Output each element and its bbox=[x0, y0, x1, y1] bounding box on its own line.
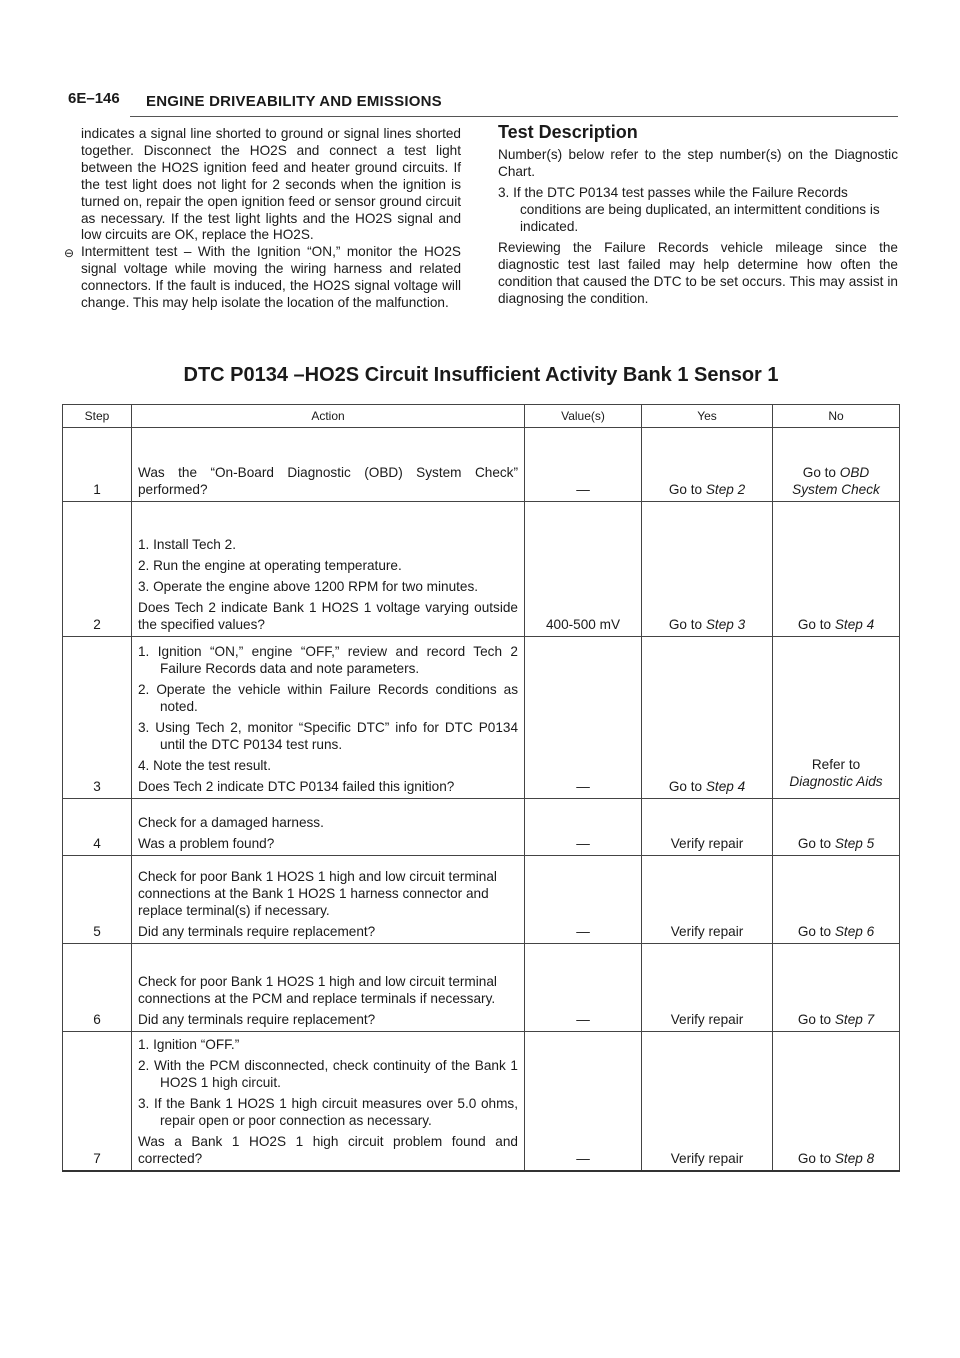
yes-link: Step 3 bbox=[705, 617, 746, 632]
action-cell bbox=[132, 502, 525, 637]
test-description-intro: Number(s) below refer to the step number(s) on the Diagnostic Chart. bbox=[498, 147, 898, 179]
no-link: Step 8 bbox=[834, 1151, 875, 1166]
table-row bbox=[63, 1032, 900, 1172]
table-body bbox=[63, 428, 900, 1172]
yes-link: Step 4 bbox=[705, 779, 746, 794]
step-number: 6 bbox=[63, 944, 132, 1032]
header-step: Step bbox=[63, 405, 132, 428]
action-cell bbox=[132, 799, 525, 856]
header-rule bbox=[130, 116, 898, 117]
yes-cell: Verify repair bbox=[642, 1032, 773, 1172]
step-number: 5 bbox=[63, 856, 132, 944]
action-step-item: 2. Operate the vehicle within Failure Records conditions as noted. bbox=[138, 682, 518, 714]
header-values: Value(s) bbox=[525, 405, 642, 428]
no-cell bbox=[773, 637, 900, 799]
action-question: Was a Bank 1 HO2S 1 high circuit problem found and corrected? bbox=[138, 1134, 518, 1166]
action-text: Check for a damaged harness. bbox=[138, 815, 324, 830]
action-step-item: 1. Ignition “ON,” engine “OFF,” review and record Tech 2 Failure Records data and note parameters. bbox=[138, 644, 518, 676]
no-link: Step 6 bbox=[834, 924, 875, 939]
yes-cell: Verify repair bbox=[642, 856, 773, 944]
action-question: Does Tech 2 indicate DTC P0134 failed this ignition? bbox=[138, 779, 455, 794]
action-step-item: 3. Operate the engine above 1200 RPM for two minutes. bbox=[138, 579, 479, 594]
header-yes: Yes bbox=[642, 405, 773, 428]
section-title: ENGINE DRIVEABILITY AND EMISSIONS bbox=[146, 93, 442, 110]
action-question: Did any terminals require replacement? bbox=[138, 1012, 376, 1027]
bullet-text: Intermittent test – With the Ignition “ON,” monitor the HO2S signal voltage while moving the wiring harness and related connectors. If the fault is induced, the HO2S signal voltage will change. This may help isolate the location of the malfunction. bbox=[81, 244, 461, 311]
right-column bbox=[498, 124, 898, 311]
action-question: Was a problem found? bbox=[138, 836, 275, 851]
action-cell bbox=[132, 1032, 525, 1172]
action-question: Did any terminals require replacement? bbox=[138, 924, 376, 939]
action-cell bbox=[132, 944, 525, 1032]
test-description-heading: Test Description bbox=[498, 122, 638, 142]
action-step-item: 2. With the PCM disconnected, check continuity of the Bank 1 HO2S 1 high circuit. bbox=[138, 1058, 518, 1090]
step-number: 4 bbox=[63, 799, 132, 856]
no-cell: Go to Step 4 bbox=[773, 502, 900, 637]
value-cell: — bbox=[525, 637, 642, 799]
action-cell bbox=[132, 637, 525, 799]
no-cell: Go to Step 7 bbox=[773, 944, 900, 1032]
value-cell: — bbox=[525, 944, 642, 1032]
value-cell: — bbox=[525, 1032, 642, 1172]
yes-cell: Verify repair bbox=[642, 944, 773, 1032]
action-cell bbox=[132, 856, 525, 944]
table-row bbox=[63, 799, 900, 856]
action-step-item: 1. Install Tech 2. bbox=[138, 537, 236, 552]
yes-cell: Go to Step 2 bbox=[642, 428, 773, 502]
action-step-item: 3. If the Bank 1 HO2S 1 high circuit measures over 5.0 ohms, repair open or poor connection as necessary. bbox=[138, 1096, 518, 1128]
value-cell: — bbox=[525, 856, 642, 944]
bullet-icon: ⊖ bbox=[64, 246, 75, 261]
table-row bbox=[63, 428, 900, 502]
yes-cell: Go to Step 3 bbox=[642, 502, 773, 637]
dtc-title: DTC P0134 –HO2S Circuit Insufficient Activity Bank 1 Sensor 1 bbox=[183, 364, 779, 386]
no-cell: Go to Step 5 bbox=[773, 799, 900, 856]
no-link: Step 7 bbox=[834, 1012, 875, 1027]
page-header bbox=[68, 90, 898, 114]
step-number: 3 bbox=[63, 637, 132, 799]
table-row bbox=[63, 502, 900, 637]
yes-link: Step 2 bbox=[705, 482, 746, 497]
bullet-item bbox=[64, 244, 461, 312]
left-column bbox=[64, 126, 461, 312]
action-question: Does Tech 2 indicate Bank 1 HO2S 1 voltage varying outside the specified values? bbox=[138, 600, 518, 632]
test-description-paragraph: Reviewing the Failure Records vehicle mileage since the diagnostic test last failed may help determine how often the condition that caused the DTC to be set occurs. This may assist in diagnosing the condition. bbox=[498, 240, 898, 306]
no-text: Go to OBD System Check bbox=[792, 465, 880, 497]
yes-cell: Verify repair bbox=[642, 799, 773, 856]
no-cell: Go to Step 8 bbox=[773, 1032, 900, 1172]
action-step-item: 2. Run the engine at operating temperature. bbox=[138, 558, 402, 573]
test-description-item: 3. If the DTC P0134 test passes while the Failure Records conditions are being duplicated, an intermittent conditions is indicated. bbox=[498, 185, 880, 234]
value-cell: — bbox=[525, 799, 642, 856]
action-step-item: 4. Note the test result. bbox=[138, 758, 271, 773]
no-link: Step 4 bbox=[834, 617, 875, 632]
action-question: Was the “On-Board Diagnostic (OBD) System Check” performed? bbox=[138, 465, 518, 497]
diagnostic-table bbox=[62, 404, 900, 1172]
no-link: Step 5 bbox=[834, 836, 875, 851]
table-row bbox=[63, 637, 900, 799]
no-cell: Go to Step 6 bbox=[773, 856, 900, 944]
value-cell: — bbox=[525, 428, 642, 502]
action-step-item: 1. Ignition “OFF.” bbox=[138, 1037, 240, 1052]
no-link: OBD System Check bbox=[792, 465, 880, 497]
table-row bbox=[63, 856, 900, 944]
no-link: Diagnostic Aids bbox=[789, 774, 883, 789]
header-action: Action bbox=[132, 405, 525, 428]
left-paragraph: indicates a signal line shorted to ground or signal lines shorted together. Disconnect the HO2S and connect a test light between the HO2S ignition feed and heater ground circuits. If the test light does not light for 2 seconds when the ignition is turned on, repair the open ignition feed or sensor ground circuit as necessary. If the test light lights and the HO2S signal and low circuits are OK, replace the HO2S. bbox=[81, 126, 461, 243]
yes-cell: Go to Step 4 bbox=[642, 637, 773, 799]
step-number: 7 bbox=[63, 1032, 132, 1172]
action-text: Check for poor Bank 1 HO2S 1 high and low circuit terminal connections at the Bank 1 HO2S 1 harness connector and replace terminal(s) if necessary. bbox=[138, 869, 497, 918]
table-row bbox=[63, 944, 900, 1032]
header-no: No bbox=[773, 405, 900, 428]
page-number: 6E–146 bbox=[68, 90, 120, 107]
step-number: 2 bbox=[63, 502, 132, 637]
action-step-item: 3. Using Tech 2, monitor “Specific DTC” info for DTC P0134 until the DTC P0134 test runs. bbox=[138, 720, 518, 752]
action-text: Check for poor Bank 1 HO2S 1 high and low circuit terminal connections at the PCM and replace terminals if necessary. bbox=[138, 974, 497, 1006]
action-cell bbox=[132, 428, 525, 502]
value-cell: 400-500 mV bbox=[525, 502, 642, 637]
table-header-row bbox=[63, 405, 900, 428]
step-number: 1 bbox=[63, 428, 132, 502]
no-text: Refer to Diagnostic Aids bbox=[789, 757, 883, 789]
no-cell bbox=[773, 428, 900, 502]
